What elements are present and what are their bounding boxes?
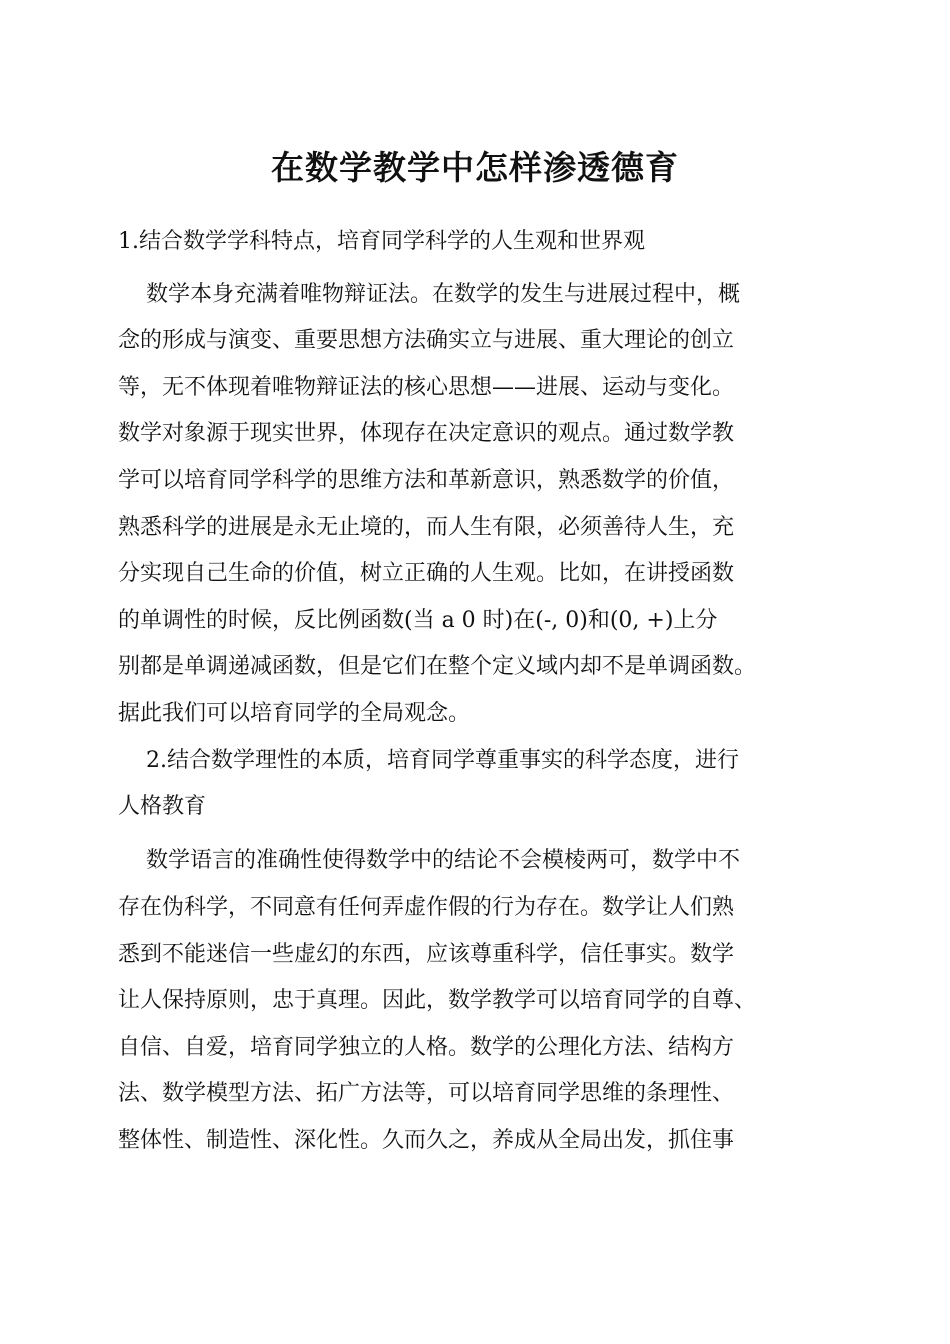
paragraph-line: 据此我们可以培育同学的全局观念。 <box>118 701 471 726</box>
paragraph-line: 自信、自爱，培育同学独立的人格。数学的公理化方法、结构方 <box>118 1035 735 1060</box>
paragraph-line: 数学语言的准确性使得数学中的结论不会模棱两可，数学中不 <box>146 848 741 873</box>
paragraph-line: 别都是单调递减函数，但是它们在整个定义域内却不是单调函数。 <box>118 654 757 679</box>
paragraph-line: 让人保持原则，忠于真理。因此，数学教学可以培育同学的自尊、 <box>118 988 757 1013</box>
paragraph-line: 分实现自己生命的价值，树立正确的人生观。比如，在讲授函数 <box>118 561 735 586</box>
paragraph-line: 悉到不能迷信一些虚幻的东西，应该尊重科学，信任事实。数学 <box>118 942 735 967</box>
paragraph-line: 数学本身充满着唯物辩证法。在数学的发生与进展过程中，概 <box>146 282 741 307</box>
paragraph-line: 等，无不体现着唯物辩证法的核心思想——进展、运动与变化。 <box>118 375 735 400</box>
paragraph-line: 熟悉科学的进展是永无止境的，而人生有限，必须善待人生，充 <box>118 515 735 540</box>
paragraph-line: 数学对象源于现实世界，体现存在决定意识的观点。通过数学教 <box>118 421 735 446</box>
document-title: 在数学教学中怎样渗透德育 <box>271 148 679 187</box>
paragraph-line: 念的形成与演变、重要思想方法确实立与进展、重大理论的创立 <box>118 328 735 353</box>
section-1-heading: 1.结合数学学科特点，培育同学科学的人生观和世界观 <box>118 229 645 254</box>
paragraph-line: 的单调性的时候，反比例函数(当 a 0 时)在(-, 0)和(0, +)上分 <box>118 608 718 633</box>
paragraph-line: 法、数学模型方法、拓广方法等，可以培育同学思维的条理性、 <box>118 1081 735 1106</box>
section-2-heading-cont: 人格教育 <box>118 794 207 819</box>
section-2-heading: 2.结合数学理性的本质，培育同学尊重事实的科学态度，进行 <box>146 748 739 773</box>
paragraph-line: 整体性、制造性、深化性。久而久之，养成从全局出发，抓住事 <box>118 1128 735 1153</box>
paragraph-line: 学可以培育同学科学的思维方法和革新意识，熟悉数学的价值， <box>118 468 735 493</box>
paragraph-line: 存在伪科学，不同意有任何弄虚作假的行为存在。数学让人们熟 <box>118 895 735 920</box>
